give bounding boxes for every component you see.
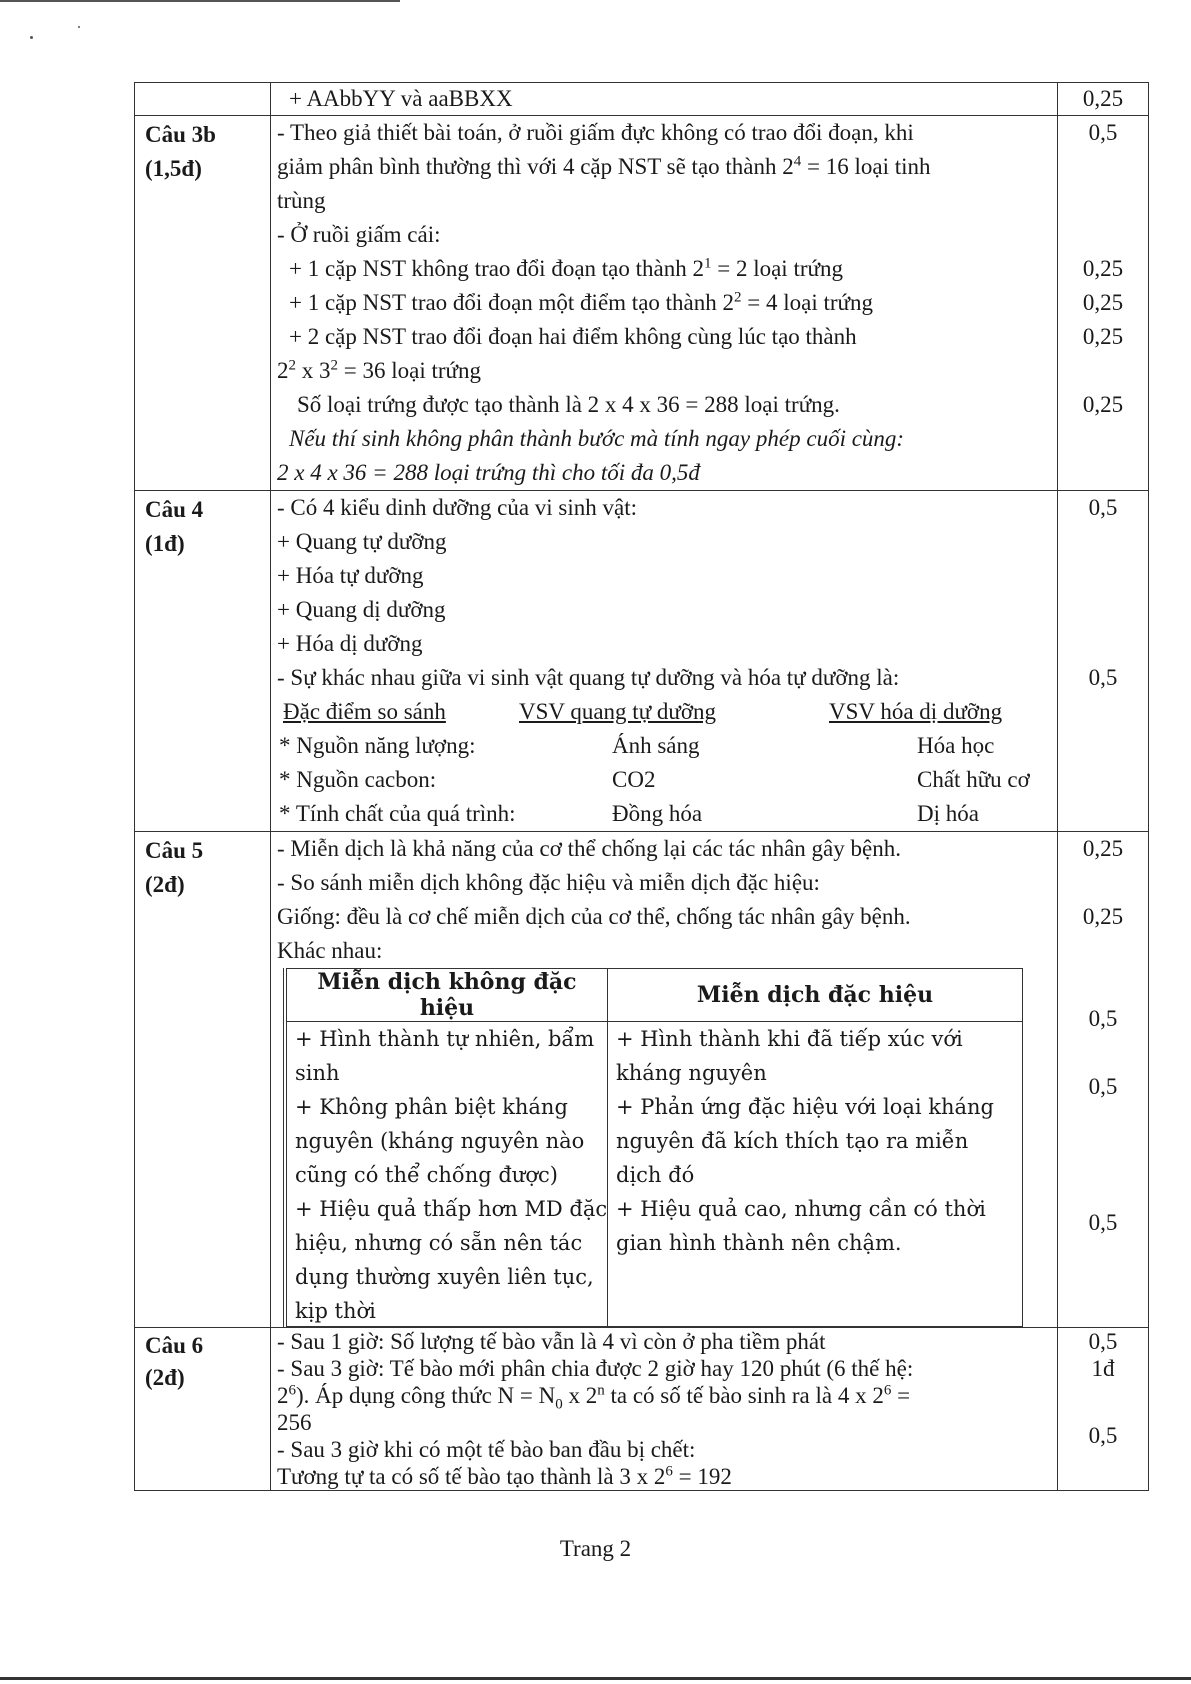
score-cell: [1058, 83, 1149, 116]
score-value: 0,5: [1088, 1006, 1118, 1031]
table-row: [135, 83, 1149, 116]
question-points: (2đ): [145, 872, 185, 897]
answer-line: - Sau 3 giờ khi có một tế bào ban đầu bị chết:: [277, 1437, 696, 1462]
answer-line: $2^2$ x $3^2 = 36$ loại trứng: [277, 357, 481, 383]
answer-line: Tương tự ta có số tế bào tạo thành là 3 x $2^6 = 192$: [277, 1463, 732, 1489]
row-label: * Tính chất của quá trình:: [279, 801, 516, 826]
score-value: 0,5: [1088, 1423, 1118, 1448]
answer-line: Số loại trứng được tạo thành là 2 x 4 x 36 = 288 loại trứng.: [297, 392, 840, 417]
scan-speck: [78, 26, 80, 28]
table-cell-line: nguyên đã kích thích tạo ra miễn: [616, 1129, 969, 1153]
score-cell: [1058, 491, 1149, 832]
row-value: CO2: [612, 767, 656, 792]
answer-line: 256: [277, 1410, 312, 1435]
table-cell-line: + Hiệu quả cao, nhưng cần có thời: [616, 1197, 986, 1221]
answer-line: + 2 cặp NST trao đổi đoạn hai điểm không cùng lúc tạo thành: [289, 324, 857, 349]
row-value: Chất hữu cơ: [917, 767, 1030, 792]
comparison-row: [277, 797, 1057, 831]
table-cell-line: dịch đó: [616, 1163, 695, 1187]
table-row-q5: [135, 832, 1149, 1328]
row-value: Ánh sáng: [612, 733, 700, 758]
row-value: Dị hóa: [917, 801, 979, 826]
score-value: 0,5: [1088, 495, 1118, 520]
answer-line: giảm phân bình thường thì với 4 cặp NST sẽ tạo thành $2^4 = 16$ loại tinh: [277, 153, 931, 179]
column-header: VSV hóa dị dưỡng: [829, 699, 1003, 724]
grading-note: 2 x 4 x 36 = 288 loại trứng thì cho tối đa 0,5đ: [277, 460, 700, 485]
question-cell: [135, 83, 271, 116]
answer-line: + AAbbYY và aaBBXX: [289, 86, 513, 111]
table-cell-line: dụng thường xuyên liên tục,: [295, 1265, 594, 1289]
table-row-q3b: [135, 116, 1149, 491]
score-value: 1đ: [1091, 1356, 1115, 1381]
list-item: + Quang dị dưỡng: [277, 597, 446, 622]
question-cell: [135, 491, 271, 832]
list-item: + Quang tự dưỡng: [277, 529, 447, 554]
question-cell: [135, 832, 271, 1328]
answer-line: Giống: đều là cơ chế miễn dịch của cơ thể, chống tác nhân gây bệnh.: [277, 904, 911, 929]
question-number: Câu 5: [145, 838, 204, 863]
question-points: (2đ): [145, 1365, 185, 1390]
score-value: 0,25: [1082, 324, 1124, 349]
table-row-q6: [135, 1328, 1149, 1491]
question-cell: [135, 1328, 271, 1491]
content-cell: [271, 1328, 1058, 1491]
score-value: 0,25: [1082, 904, 1124, 929]
score-value: 0,25: [1082, 836, 1124, 861]
score-value: 0,25: [1082, 256, 1124, 281]
list-item: + Hóa tự dưỡng: [277, 563, 424, 588]
table-cell-line: hiệu, nhưng có sẵn nên tác: [295, 1231, 583, 1255]
immunity-comparison-table: [283, 968, 1023, 1327]
grading-note: Nếu thí sinh không phân thành bước mà tính ngay phép cuối cùng:: [289, 426, 905, 451]
page-number: Trang 2: [559, 1536, 632, 1561]
question-number: Câu 6: [145, 1333, 204, 1358]
score-value: 0,5: [1088, 665, 1118, 690]
list-item: + Hóa dị dưỡng: [277, 631, 423, 656]
score-cell: [1058, 116, 1149, 491]
table-cell-line: + Hình thành khi đã tiếp xúc với: [616, 1027, 963, 1051]
answer-line: - Ở ruồi giấm cái:: [277, 222, 441, 247]
score-value: 0,5: [1088, 1210, 1118, 1235]
question-number: Câu 4: [145, 497, 204, 522]
question-points: (1,5đ): [145, 156, 202, 181]
table-cell-line: + Hiệu quả thấp hơn MD đặc: [295, 1197, 608, 1221]
content-cell: [271, 116, 1058, 491]
content-cell: [271, 832, 1058, 1328]
answer-line: - Sự khác nhau giữa vi sinh vật quang tự dưỡng và hóa tự dưỡng là:: [277, 665, 900, 690]
answer-line: - Có 4 kiểu dinh dưỡng của vi sinh vật:: [277, 495, 638, 520]
answer-line: - Sau 3 giờ: Tế bào mới phân chia được 2 giờ hay 120 phút (6 thế hệ:: [277, 1356, 914, 1381]
bottom-edge-line: [0, 1677, 1191, 1680]
table-row-q4: [135, 491, 1149, 832]
row-label: * Nguồn cacbon:: [279, 767, 437, 792]
answer-line: + 1 cặp NST trao đổi đoạn một điểm tạo thành $2^2 = 4$ loại trứng: [289, 289, 873, 315]
answer-line: + 1 cặp NST không trao đổi đoạn tạo thành $2^1 = 2$ loại trứng: [289, 255, 843, 281]
comparison-row: [277, 729, 1057, 763]
table-cell-line: cũng có thể chống được): [295, 1163, 558, 1187]
table-cell-line: kháng nguyên: [616, 1061, 767, 1085]
table-cell-line: + Hình thành tự nhiên, bẩm: [295, 1027, 595, 1051]
table-cell-line: gian hình thành nên chậm.: [616, 1231, 902, 1255]
question-points: (1đ): [145, 531, 185, 556]
column-header: Miễn dịch đặc hiệu: [608, 969, 1023, 1022]
score-value: 0,5: [1088, 120, 1118, 145]
table-cell-line: + Không phân biệt kháng: [295, 1095, 568, 1119]
answer-line: - So sánh miễn dịch không đặc hiệu và miễn dịch đặc hiệu:: [277, 870, 820, 895]
row-label: * Nguồn năng lượng:: [279, 733, 476, 758]
answer-key-table: [134, 82, 1149, 1491]
content-cell: [271, 491, 1058, 832]
column-header: Miễn dịch không đặc hiệu: [285, 969, 608, 1022]
row-value: Đồng hóa: [612, 801, 703, 826]
table-cell-line: + Phản ứng đặc hiệu với loại kháng: [616, 1095, 994, 1119]
score-cell: [1058, 832, 1149, 1328]
scan-speck: [30, 36, 33, 39]
nonspecific-column: [285, 1022, 608, 1327]
column-header: VSV quang tự dưỡng: [519, 699, 717, 724]
table-cell-line: sinh: [295, 1061, 340, 1085]
score-value: 0,25: [1082, 392, 1124, 417]
question-cell: [135, 116, 271, 491]
score-cell: [1058, 1328, 1149, 1491]
answer-line: - Miễn dịch là khả năng của cơ thể chống lại các tác nhân gây bệnh.: [277, 836, 901, 861]
answer-line: trùng: [277, 188, 326, 213]
score-value: 0,5: [1088, 1329, 1118, 1354]
row-value: Hóa học: [917, 733, 995, 758]
top-edge-line: [0, 0, 400, 2]
content-cell: [271, 83, 1058, 116]
answer-line: - Theo giả thiết bài toán, ở ruồi giấm đực không có trao đổi đoạn, khi: [277, 120, 914, 145]
specific-column: [608, 1022, 1023, 1327]
comparison-row: [277, 763, 1057, 797]
question-number: Câu 3b: [145, 122, 216, 147]
score-value: 0,25: [1082, 290, 1124, 315]
table-cell-line: kịp thời: [295, 1299, 376, 1323]
answer-line: $2^6$). Áp dụng công thức $N = N_0$ x 2$^n$ ta có số tế bào sinh ra là 4 x $2^6$ =: [277, 1382, 911, 1413]
answer-line: Khác nhau:: [277, 938, 383, 963]
table-cell-line: nguyên (kháng nguyên nào: [295, 1129, 585, 1153]
score-value: 0,5: [1088, 1074, 1118, 1099]
column-header: Đặc điểm so sánh: [283, 699, 446, 724]
score-value: 0,25: [1082, 86, 1124, 111]
comparison-header: [277, 695, 1057, 729]
answer-line: - Sau 1 giờ: Số lượng tế bào vẫn là 4 vì còn ở pha tiềm phát: [277, 1329, 826, 1354]
